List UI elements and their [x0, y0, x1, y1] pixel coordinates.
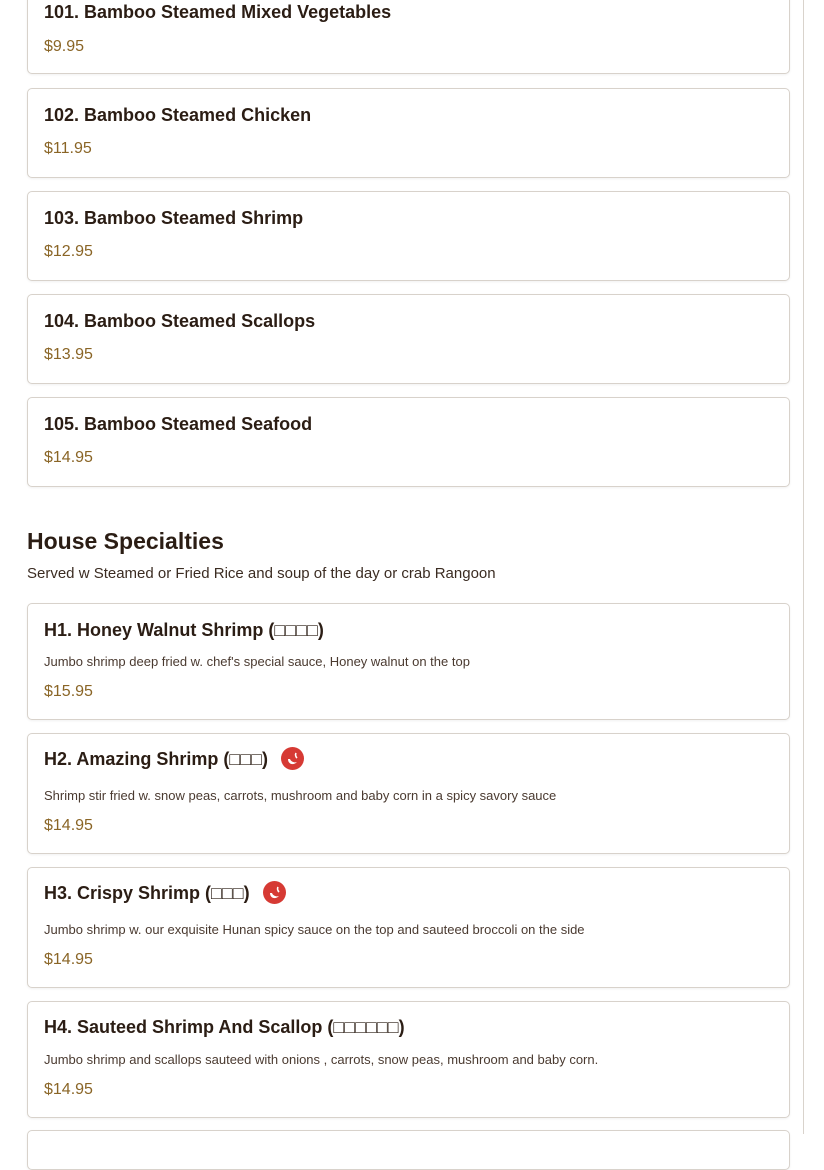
- menu-item-card[interactable]: [27, 294, 790, 384]
- item-name: 101. Bamboo Steamed Mixed Vegetables: [44, 2, 392, 22]
- item-price: $14.95: [44, 817, 93, 834]
- item-name: 102. Bamboo Steamed Chicken: [44, 105, 312, 125]
- section-title: House Specialties: [27, 528, 224, 554]
- item-price: $14.95: [44, 449, 93, 466]
- item-price: $11.95: [44, 140, 92, 157]
- item-name: 104. Bamboo Steamed Scallops: [44, 311, 316, 331]
- item-price: $13.95: [44, 346, 93, 363]
- item-description: Jumbo shrimp w. our exquisite Hunan spicy sauce on the top and sauteed broccoli on the side: [44, 922, 585, 937]
- chili-pepper-icon: [281, 747, 304, 770]
- menu-item-card[interactable]: [27, 191, 790, 281]
- item-name: H4. Sauteed Shrimp And Scallop (□□□□□□): [44, 1017, 405, 1037]
- item-description: Jumbo shrimp deep fried w. chef's special sauce, Honey walnut on the top: [44, 654, 470, 669]
- menu-item-card[interactable]: [27, 397, 790, 487]
- item-price: $9.95: [44, 38, 85, 55]
- chili-pepper-icon: [263, 881, 286, 904]
- menu-item-card[interactable]: [27, 88, 790, 178]
- item-name: 103. Bamboo Steamed Shrimp: [44, 208, 304, 228]
- menu-item-card[interactable]: [27, 1130, 790, 1170]
- item-price: $14.95: [44, 951, 93, 968]
- item-description: Jumbo shrimp and scallops sauteed with onions , carrots, snow peas, mushroom and baby corn.: [44, 1052, 599, 1067]
- menu-item-card[interactable]: [27, 0, 790, 74]
- item-name: H3. Crispy Shrimp (□□□): [44, 883, 250, 903]
- item-price: $14.95: [44, 1081, 93, 1098]
- item-price: $15.95: [44, 683, 93, 700]
- page-edge-divider: [803, 0, 804, 1134]
- item-description: Shrimp stir fried w. snow peas, carrots, mushroom and baby corn in a spicy savory sauce: [44, 788, 557, 803]
- menu-item-card[interactable]: [27, 733, 790, 854]
- section-subtitle: Served w Steamed or Fried Rice and soup of the day or crab Rangoon: [27, 565, 496, 582]
- menu-item-card[interactable]: [27, 867, 790, 988]
- item-price: $12.95: [44, 243, 93, 260]
- menu-item-card[interactable]: [27, 1001, 790, 1118]
- item-name: H2. Amazing Shrimp (□□□): [44, 749, 268, 769]
- item-name-row: [44, 748, 304, 772]
- menu-item-card[interactable]: [27, 603, 790, 720]
- item-name: H1. Honey Walnut Shrimp (□□□□): [44, 620, 324, 640]
- item-name-row: [44, 882, 286, 906]
- item-name: 105. Bamboo Steamed Seafood: [44, 414, 313, 434]
